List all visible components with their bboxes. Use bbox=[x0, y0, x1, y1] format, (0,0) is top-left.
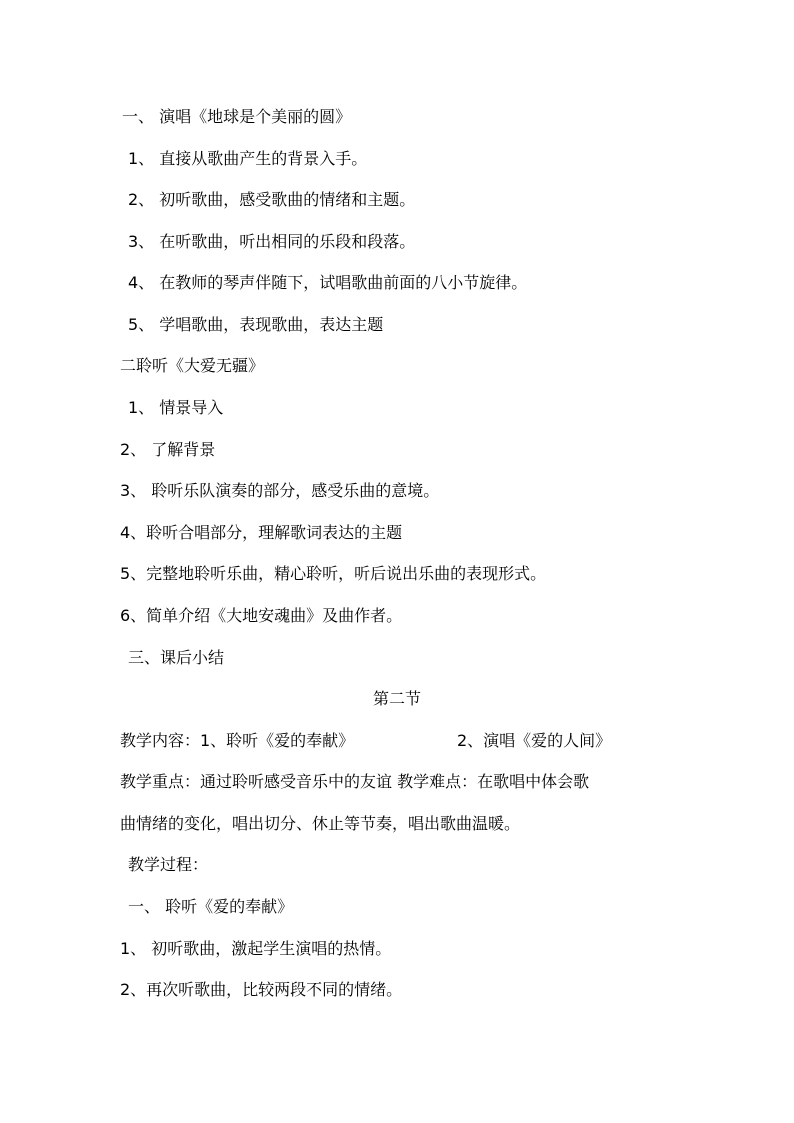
section-heading-3: 三、课后小结 bbox=[128, 648, 225, 667]
list-item: 6、简单介绍《大地安魂曲》及曲作者。 bbox=[120, 606, 403, 625]
teaching-content: 教学内容：1、聆听《爱的奉献》 bbox=[120, 731, 355, 750]
list-item: 1、 情景导入 bbox=[128, 398, 224, 417]
section-heading-2: 二聆听《大爱无疆》 bbox=[120, 356, 265, 375]
list-item: 4、聆听合唱部分，理解歌词表达的主题 bbox=[120, 523, 403, 542]
teaching-focus: 教学重点：通过聆听感受音乐中的友谊 教学难点：在歌唱中体会歌 bbox=[120, 772, 590, 791]
list-item: 2、再次听歌曲，比较两段不同的情绪。 bbox=[120, 980, 403, 999]
list-item: 5、 学唱歌曲，表现歌曲，表达主题 bbox=[128, 315, 384, 334]
teaching-content-item-2: 2、演唱《爱的人间》 bbox=[457, 731, 612, 750]
list-item: 3、 在听歌曲，听出相同的乐段和段落。 bbox=[128, 232, 416, 251]
teaching-process-heading: 教学过程： bbox=[128, 855, 209, 874]
teaching-focus-continued: 曲情绪的变化，唱出切分、休止等节奏，唱出歌曲温暖。 bbox=[120, 814, 521, 833]
list-item: 2、 了解背景 bbox=[120, 440, 216, 459]
section-heading-4: 一、 聆听《爱的奉献》 bbox=[128, 897, 294, 916]
list-item: 1、 直接从歌曲产生的背景入手。 bbox=[128, 149, 368, 168]
list-item: 1、 初听歌曲，激起学生演唱的热情。 bbox=[120, 939, 392, 958]
lesson-title: 第二节 bbox=[372, 689, 421, 708]
section-heading-1: 一、 演唱《地球是个美丽的圆》 bbox=[122, 107, 352, 126]
list-item: 2、 初听歌曲，感受歌曲的情绪和主题。 bbox=[128, 190, 416, 209]
list-item: 4、 在教师的琴声伴随下，试唱歌曲前面的八小节旋律。 bbox=[128, 273, 528, 292]
list-item: 3、 聆听乐队演奏的部分，感受乐曲的意境。 bbox=[120, 481, 440, 500]
list-item: 5、完整地聆听乐曲，精心聆听，听后说出乐曲的表现形式。 bbox=[120, 564, 547, 583]
